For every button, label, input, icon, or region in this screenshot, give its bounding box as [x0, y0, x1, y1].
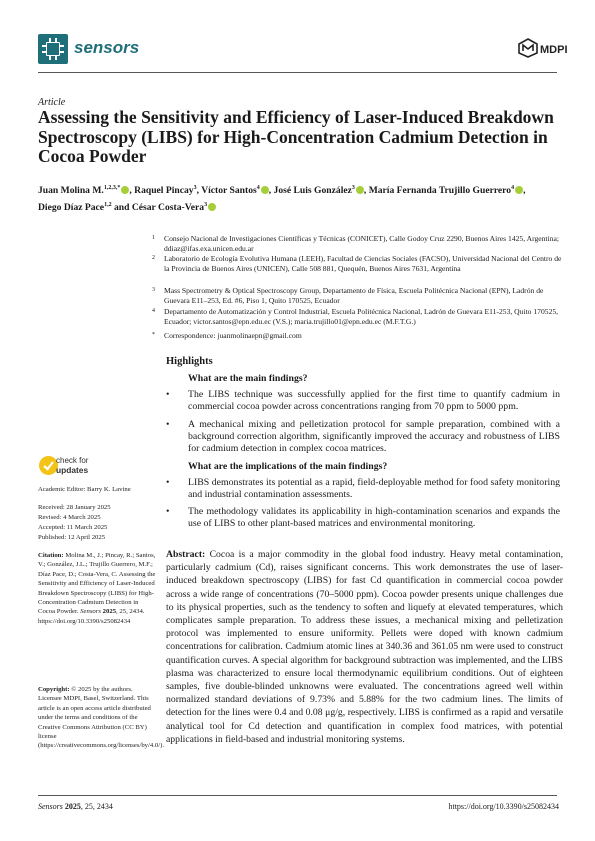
- mdpi-logo-icon: [517, 38, 539, 58]
- bullet-icon: •: [166, 389, 170, 400]
- affiliation-number: 2: [152, 255, 155, 261]
- abstract-label: Abstract:: [166, 549, 206, 560]
- author-separator: ,: [196, 185, 202, 197]
- copyright-block: [38, 685, 164, 751]
- affiliation-number: 1: [152, 235, 155, 241]
- author-name: Juan Molina M.: [38, 185, 104, 197]
- author-separator: and: [111, 202, 132, 214]
- copyright-label: Copyright:: [38, 686, 70, 693]
- highlights-question-2: What are the implications of the main findings?: [188, 461, 388, 472]
- orcid-icon[interactable]: [356, 186, 364, 194]
- footer-volume: , 25, 2434: [80, 802, 113, 811]
- abstract: [166, 548, 563, 746]
- affiliation-number: *: [152, 332, 155, 338]
- citation-journal: Sensors: [80, 608, 101, 616]
- affiliation-item: [152, 286, 564, 306]
- highlights-heading: Highlights: [166, 356, 213, 367]
- academic-editor: Academic Editor: Barry K. Lavine: [38, 486, 131, 493]
- bullet-icon: •: [166, 419, 170, 430]
- accepted-date: Accepted: 11 March 2025: [38, 524, 108, 531]
- author-affiliation-sup: 4: [256, 185, 260, 191]
- copyright-text: © 2025 by the authors. Licensee MDPI, Basel, Switzerland. This article is an open access article distributed under the terms and conditions of the Creative Commons Attribution (CC BY) license (https://creativecommons.org/licenses/by/4.0/).: [38, 686, 164, 750]
- affiliation-text: Mass Spectrometry & Optical Spectroscopy Group, Departamento de Física, Escuela Politécnica Nacional (EPN), Ladrón de Guevara E11–253, Ed. #6, Piso 1, Quito 170525, Ecuador: [164, 286, 544, 305]
- publisher-name: MDPI: [540, 44, 568, 56]
- author-list: [38, 181, 563, 215]
- citation-rest[interactable]: , 25, 2434. https://doi.org/10.3390/s25082434: [38, 608, 145, 625]
- highlight-text: The methodology validates its applicability in high-contamination scenarios and expands the use of LIBS to other plant-based matrices and environmental monitoring.: [188, 506, 560, 530]
- affiliation-text: Consejo Nacional de Investigaciones Científicas y Técnicas (CONICET), Calle Godoy Cruz 2290, Buenos Aires 1425, Argentina; ddiaz@ifas.exa.unicen.edu.ar: [164, 234, 559, 253]
- abstract-text: Cocoa is a major commodity in the global food industry. Heavy metal contamination, particularly cadmium (Cd), raises significant concerns. This work demonstrates the use of laser-induced breakdown spectroscopy (LIBS) for fast Cd quantification in commercial cocoa powder across a wide range of concentrations (70–5000 ppm). Cocoa powder presents unique challenges due to its physical properties, such as the tendency to soften and liquefy at elevated temperatures, which complicates sample preparation. To address these issues, a mechanical mixing and pelletization protocol was implemented to ensure uniformity. Pellets were doped with known cadmium concentrations for calibration. Cadmium atomic lines at 340.36 and 361.05 nm were used to construct quantification curves. A special algorithm for background subtraction was implemented, and the LIBS plasma was characterized to ensure local thermodynamic equilibrium conditions. Out of eighteen samples, five double-blinded unknowns were evaluated. The concentrations agreed well within normalized standard deviations of 9.73% and 5.88% for the two cadmium lines. The limits of detection for the lines were 0.4 and 0.08 μg/g, respectively. LIBS is confirmed as a rapid and versatile analytical tool for Cd detection and quantification in complex food matrices, with potential applications in field-based and industrial monitoring systems.: [166, 549, 564, 745]
- author-name: Raquel Pincay: [134, 185, 194, 197]
- affiliation-text: Departamento de Automatización y Control Industrial, Escuela Politécnica Nacional, Ladrón de Guevara E11-253, Quito 170525, Ecuador; victor.santos@epn.edu.ec (V.S.); maria.trujillo01@epn.edu.ec (M.F.T.G.): [164, 307, 559, 326]
- bullet-icon: •: [166, 506, 170, 517]
- affiliation-item: [152, 307, 564, 327]
- highlights-question-1: What are the main findings?: [188, 373, 308, 384]
- author-name: César Costa-Vera: [131, 202, 205, 214]
- author-name: José Luis González: [273, 185, 352, 197]
- affiliation-item: [152, 331, 564, 341]
- author-affiliation-sup: 1,2,3,*: [103, 185, 121, 191]
- author-separator: ,: [129, 185, 135, 197]
- highlight-text: The LIBS technique was successfully applied for the first time to quantify cadmium in commercial cocoa powder across concentrations ranging from 70 ppm to 5000 ppm.: [188, 389, 560, 413]
- article-type: Article: [38, 97, 66, 108]
- author-separator: ,: [523, 185, 526, 197]
- affiliation-number: 4: [152, 308, 155, 314]
- author-affiliation-sup: 3: [193, 185, 197, 191]
- affiliation-item: [152, 254, 564, 274]
- citation-block: [38, 551, 156, 626]
- orcid-icon[interactable]: [261, 186, 269, 194]
- bullet-icon: •: [166, 477, 170, 488]
- affiliation-number: 3: [152, 287, 155, 293]
- orcid-icon[interactable]: [515, 185, 526, 197]
- author-separator: ,: [363, 185, 369, 197]
- author-affiliation-sup: 3: [351, 185, 355, 191]
- citation-label: Citation:: [38, 552, 64, 559]
- paper-title: Assessing the Sensitivity and Efficiency of Laser-Induced Breakdown Spectroscopy (LIBS) for High-Concentration Cadmium Detection in Cocoa Powder: [38, 107, 554, 166]
- author-name: Víctor Santos: [201, 185, 257, 197]
- citation-text: Molina M., J.; Pincay, R.; Santos, V.; González, J.L.; Trujillo Guerrero, M.F.; Díaz Pace, D.; Costa-Vera, C. Assessing the Sensitivity and Efficiency of Laser-Induced Breakdown Spectroscopy (LIBS) for High-Concentration Cadmium Detection in Cocoa Powder.: [38, 552, 156, 616]
- journal-logo-icon: [38, 34, 68, 64]
- footer-journal: Sensors: [38, 802, 63, 811]
- citation-year: 2025: [102, 608, 117, 616]
- check-for-updates-link[interactable]: [56, 457, 88, 475]
- author-name: Diego Díaz Pace: [38, 202, 105, 214]
- author-name: María Fernanda Trujillo Guerrero: [368, 185, 512, 197]
- highlight-text: LIBS demonstrates its potential as a rapid, field-deployable method for food safety monitoring and industrial contamination assessments.: [188, 477, 560, 501]
- revised-date: Revised: 4 March 2025: [38, 514, 101, 521]
- affiliation-item: [152, 234, 564, 254]
- highlight-text: A mechanical mixing and pelletization protocol for sample preparation, combined with a background correction algorithm, significantly improved the accuracy and robustness of LIBS for cadmium detection in complex cocoa matrices.: [188, 419, 560, 455]
- journal-name: sensors: [74, 38, 140, 57]
- author-affiliation-sup: 1,2: [104, 202, 112, 209]
- check-for-updates-line2: updates: [56, 464, 89, 475]
- check-for-updates-line1: check for: [56, 456, 89, 465]
- affiliation-text: Correspondence: juanmolinaepn@gmail.com: [164, 331, 302, 340]
- footer-citation: [38, 802, 113, 811]
- footer-doi-link[interactable]: https://doi.org/10.3390/s25082434: [448, 802, 559, 811]
- author-separator: ,: [268, 185, 274, 197]
- author-affiliation-sup: 4: [511, 185, 515, 191]
- published-date: Published: 12 April 2025: [38, 534, 106, 541]
- author-affiliation-sup: 3: [204, 202, 208, 209]
- footer-year: 2025: [64, 802, 81, 811]
- footer-divider: [38, 795, 557, 796]
- header-divider: [38, 72, 557, 73]
- affiliation-text: Laboratorio de Ecología Evolutiva Humana (LEEH), Facultad de Ciencias Sociales (FACSO), Universidad Nacional del Centro de la Provincia de Buenos Aires (UNICEN), Calle 508 881, Quequén, Buenos Aires 7631, Argentina: [164, 254, 562, 273]
- received-date: Received: 28 January 2025: [38, 504, 111, 511]
- orcid-icon[interactable]: [208, 203, 216, 211]
